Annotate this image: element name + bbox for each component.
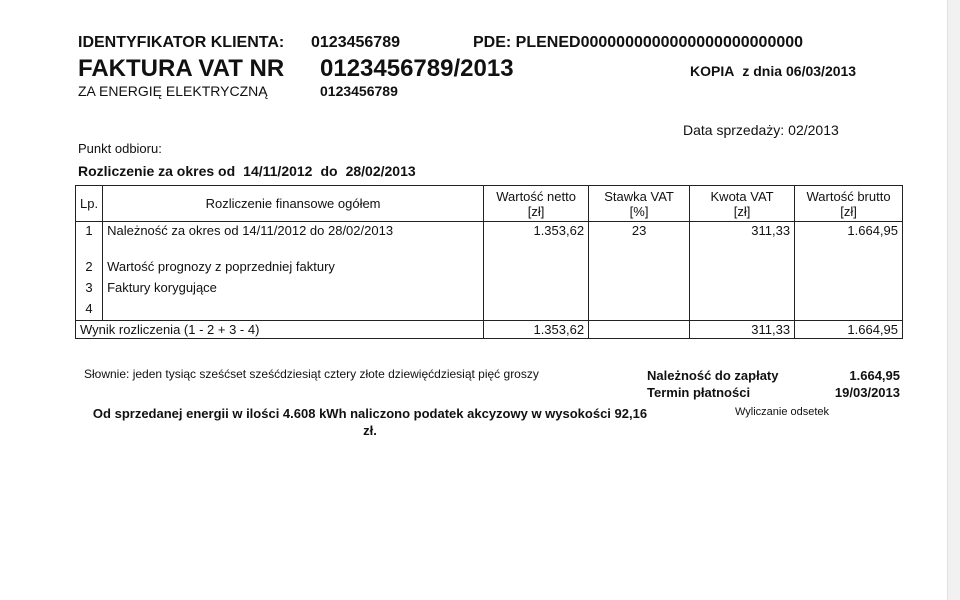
- total-gross: 1.664,95: [795, 321, 903, 339]
- row-gross: 1.664,95: [795, 222, 903, 240]
- total-vat-rate: [589, 321, 690, 339]
- client-id-label: IDENTYFIKATOR KLIENTA:: [78, 34, 285, 51]
- copy-date: [690, 63, 856, 79]
- row-vat-rate: 23: [589, 222, 690, 240]
- rows-lp: [76, 255, 103, 321]
- sale-date-value: 02/2013: [788, 122, 839, 138]
- sale-date: [683, 122, 839, 138]
- billing-period: [78, 163, 424, 179]
- excise-tax-note: Od sprzedanej energii w ilości 4.608 kWh naliczono podatek akcyzowy w wysokości 92,16 zł.: [92, 406, 648, 438]
- header-net: Wartość netto [zł]: [484, 186, 589, 222]
- payment-term-label: Termin płatności: [647, 385, 751, 400]
- table-row: [76, 222, 903, 240]
- invoice-subtitle-value: 0123456789: [320, 83, 398, 99]
- row-description: Faktury korygujące: [107, 280, 217, 295]
- header-description: Rozliczenie finansowe ogółem: [103, 186, 484, 222]
- table-header-row: [76, 186, 903, 222]
- row-lp: 4: [85, 301, 93, 316]
- row-description: [107, 298, 479, 319]
- invoice-title: FAKTURA VAT NR: [78, 55, 285, 82]
- row-net: 1.353,62: [484, 222, 589, 240]
- pde-code: PDE: PLENED0000000000000000000000000: [473, 34, 804, 51]
- amount-due-value: 1.664,95: [849, 368, 900, 383]
- amount-due-label: Należność do zapłaty: [647, 368, 779, 383]
- payment-term-value: 19/03/2013: [834, 385, 900, 400]
- header-lp: Lp.: [76, 186, 103, 222]
- row-lp: 2: [85, 259, 93, 274]
- row-lp: 3: [85, 280, 93, 295]
- total-row: [76, 321, 903, 339]
- invoice-subtitle: ZA ENERGIĘ ELEKTRYCZNĄ: [78, 83, 268, 99]
- invoice-number: 0123456789/2013: [320, 55, 514, 82]
- table-spacer-row: [76, 239, 903, 255]
- rows-description: [103, 255, 484, 321]
- row-lp: 1: [76, 222, 103, 240]
- client-id-value: 0123456789: [311, 34, 400, 51]
- delivery-point-label: Punkt odbioru:: [78, 141, 162, 156]
- total-label: Wynik rozliczenia (1 - 2 + 3 - 4): [76, 321, 484, 339]
- amount-in-words: Słownie: jeden tysiąc sześćset sześćdziesiąt cztery złote dziewięćdziesiąt pięć groszy: [84, 367, 539, 381]
- header-vat-amount: Kwota VAT [zł]: [690, 186, 795, 222]
- row-description: Należność za okres od 14/11/2012 do 28/02/2013: [103, 222, 484, 240]
- table-rows-group: [76, 255, 903, 321]
- period-to-label: do: [320, 163, 338, 179]
- total-net: 1.353,62: [484, 321, 589, 339]
- date-value: 06/03/2013: [786, 63, 857, 79]
- total-vat-amount: 311,33: [690, 321, 795, 339]
- header-gross: Wartość brutto [zł]: [795, 186, 903, 222]
- period-label: Rozliczenie za okres od: [78, 163, 236, 179]
- period-to: 28/02/2013: [345, 163, 416, 179]
- period-from: 14/11/2012: [243, 163, 313, 179]
- copy-label: KOPIA: [690, 63, 735, 79]
- sale-date-label: Data sprzedaży:: [683, 122, 785, 138]
- header-vat-rate: Stawka VAT [%]: [589, 186, 690, 222]
- row-description: Wartość prognozy z poprzedniej faktury: [107, 259, 335, 274]
- date-label: z dnia: [742, 63, 783, 79]
- settlement-table: [75, 185, 903, 339]
- interest-calculation-link[interactable]: Wyliczanie odsetek: [735, 406, 830, 418]
- vertical-scrollbar[interactable]: [947, 0, 960, 600]
- row-vat-amount: 311,33: [690, 222, 795, 240]
